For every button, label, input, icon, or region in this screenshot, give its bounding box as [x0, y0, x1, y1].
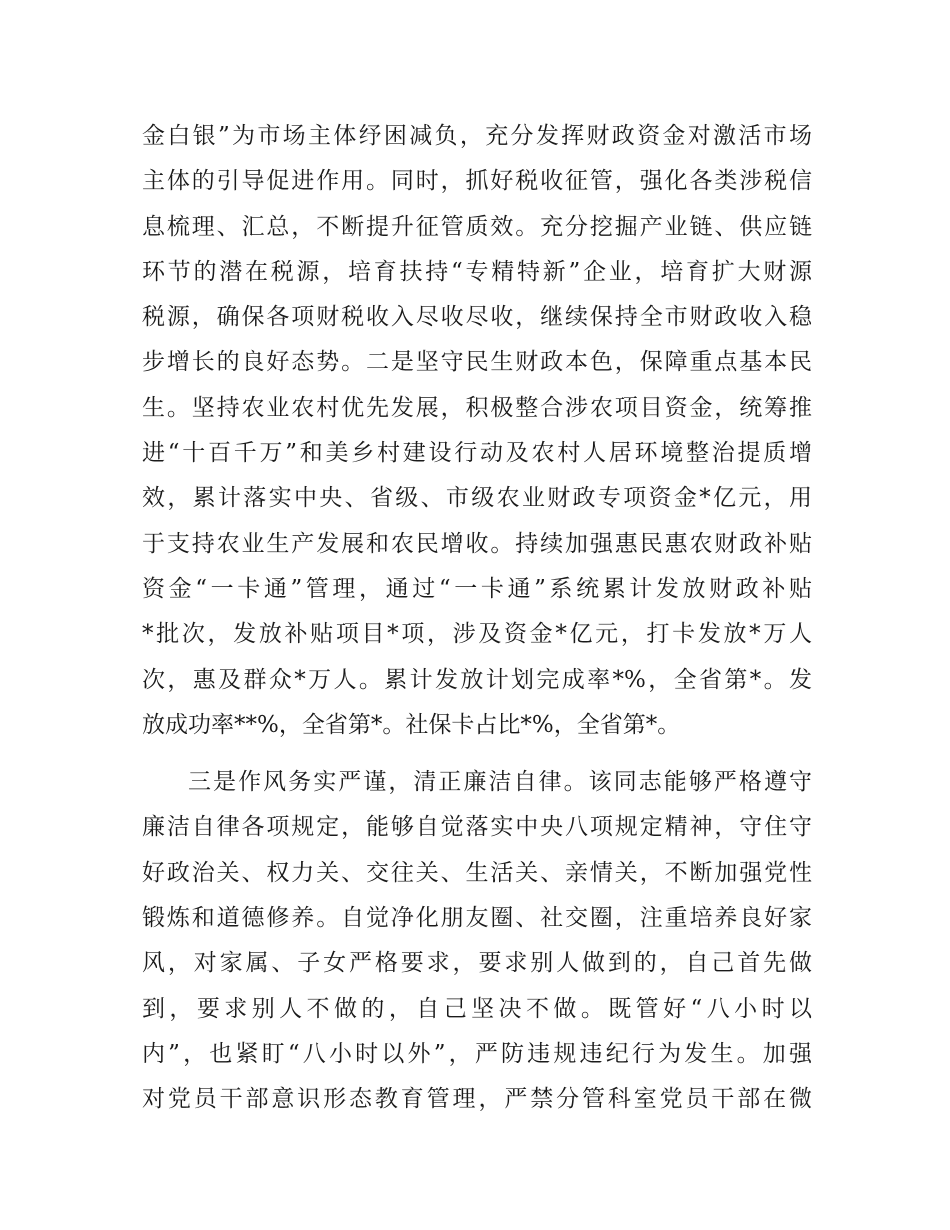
text-line: 生。坚持农业农村优先发展，积极整合涉农项目资金，统筹推: [142, 394, 812, 421]
text-line: 资金“一卡通”管理，通过“一卡通”系统累计发放财政补贴: [142, 575, 812, 602]
text-line: 三是作风务实严谨，清正廉洁自律。该同志能够严格遵守: [188, 769, 812, 796]
text-line: 对党员干部意识形态教育管理，严禁分管科室党员干部在微: [142, 1086, 812, 1113]
text-line: 风，对家属、子女严格要求，要求别人做到的，自己首先做: [142, 950, 812, 977]
text-line: *批次，发放补贴项目*项，涉及资金*亿元，打卡发放*万人: [142, 621, 812, 648]
text-line: 廉洁自律各项规定，能够自觉落实中央八项规定精神，守住守: [142, 814, 812, 841]
text-line: 内”，也紧盯“八小时以外”，严防违规违纪行为发生。加强: [142, 1040, 812, 1067]
text-line: 好政治关、权力关、交往关、生活关、亲情关，不断加强党性: [142, 859, 812, 886]
text-line: 主体的引导促进作用。同时，抓好税收征管，强化各类涉税信: [142, 168, 812, 195]
text-line: 次，惠及群众*万人。累计发放计划完成率*%，全省第*。发: [142, 666, 812, 693]
text-line: 于支持农业生产发展和农民增收。持续加强惠民惠农财政补贴: [142, 530, 812, 557]
text-line: 息梳理、汇总，不断提升征管质效。充分挖掘产业链、供应链: [142, 213, 812, 240]
text-line: 进“十百千万”和美乡村建设行动及农村人居环境整治提质增: [142, 440, 812, 467]
text-line: 锻炼和道德修养。自觉净化朋友圈、社交圈，注重培养良好家: [142, 905, 812, 932]
paragraph-1: [142, 114, 812, 748]
text-line: 金白银”为市场主体纾困减负，充分发挥财政资金对激活市场: [142, 123, 812, 149]
text-line: 到，要求别人不做的，自己坚决不做。既管好“八小时以: [142, 995, 812, 1022]
text-line: 步增长的良好态势。二是坚守民生财政本色，保障重点基本民: [142, 349, 812, 376]
paragraph-spacer: [142, 748, 812, 760]
document-body: [142, 114, 812, 1123]
text-line: 环节的潜在税源，培育扶持“专精特新”企业，培育扩大财源: [142, 258, 812, 285]
text-line: 税源，确保各项财税收入尽收尽收，继续保持全市财政收入稳: [142, 304, 812, 331]
paragraph-2: [142, 760, 812, 1122]
text-line: 放成功率**%，全省第*。社保卡占比*%，全省第*。: [142, 711, 681, 738]
text-line: 效，累计落实中央、省级、市级农业财政专项资金*亿元，用: [142, 485, 812, 512]
